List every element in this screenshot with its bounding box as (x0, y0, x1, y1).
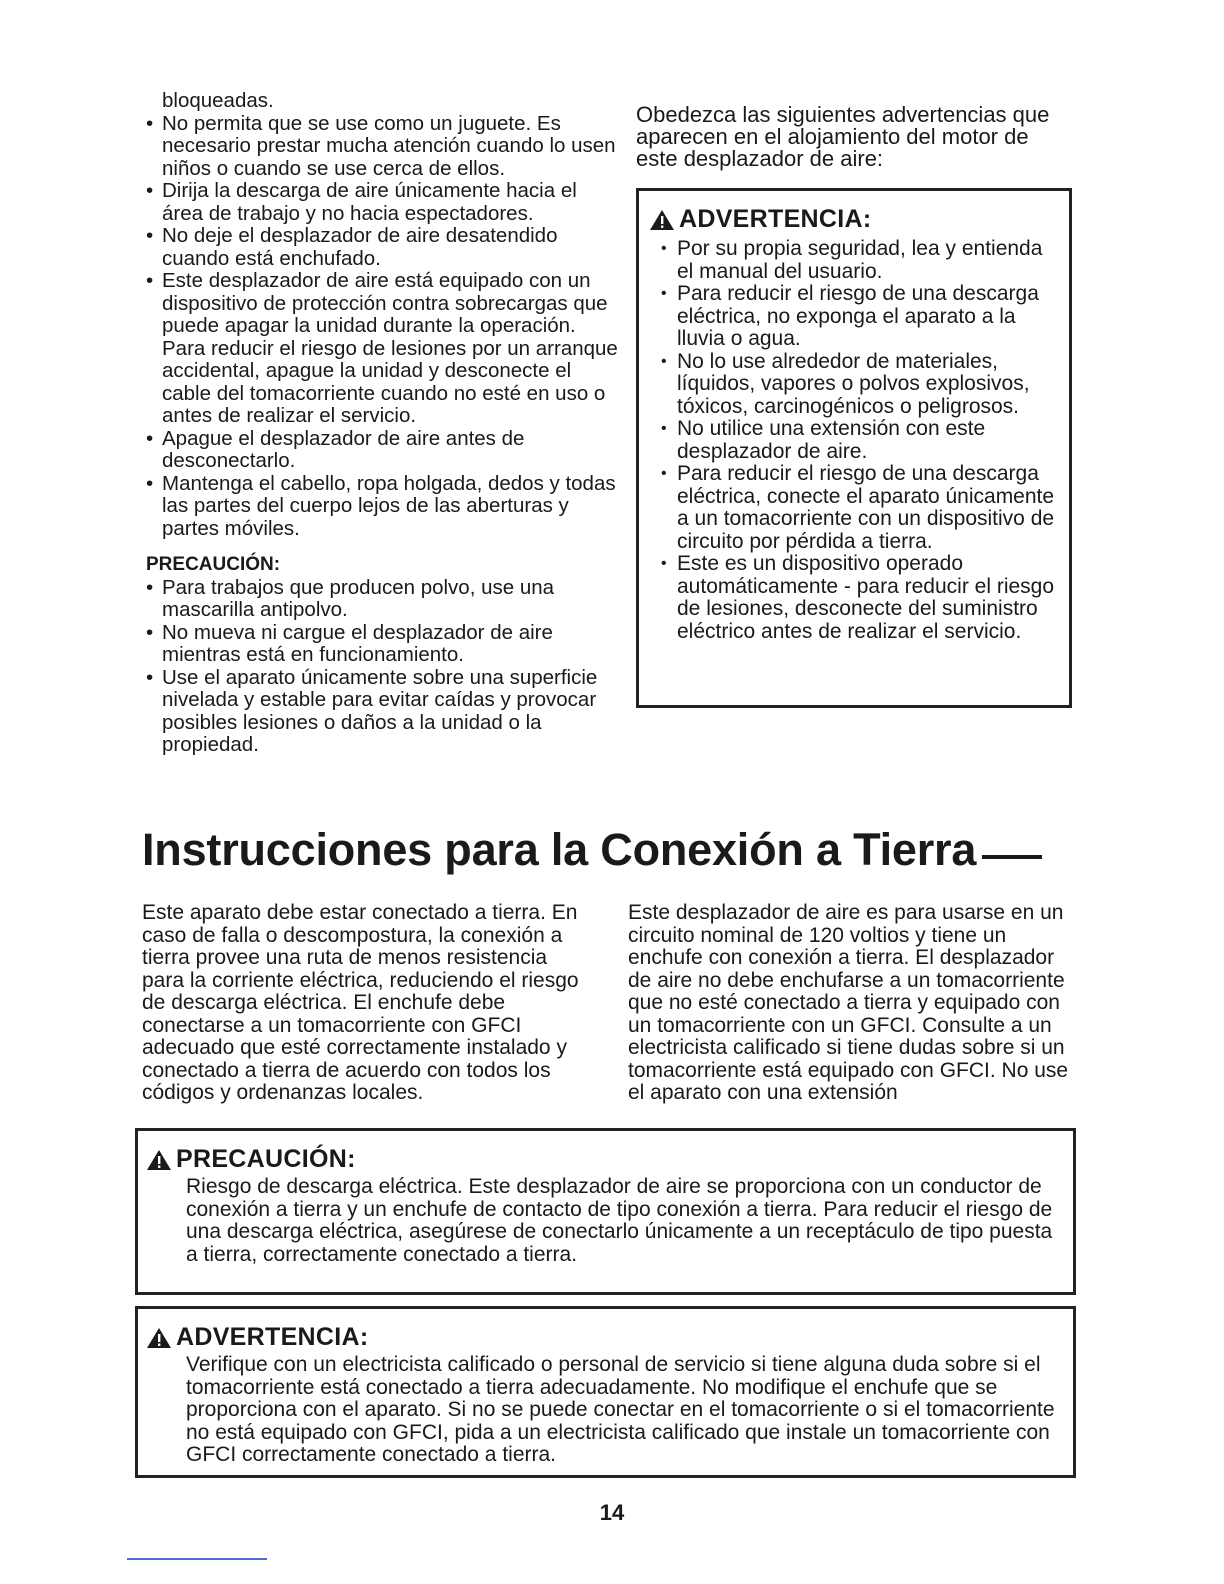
section-title: Instrucciones para la Conexión a Tierra (142, 824, 977, 875)
caution-box (135, 1128, 1076, 1295)
list-item: • No mueva ni cargue el desplazador de aire mientras está en funcionamiento. (142, 622, 620, 667)
warning-bullet-list (649, 238, 1057, 643)
precaution-heading: PRECAUCIÓN: (146, 554, 281, 575)
footer-line (127, 1558, 267, 1560)
grounding-warning-box (135, 1306, 1076, 1478)
bullet-fragment: bloqueadas. (162, 89, 274, 112)
warning-triangle-icon (146, 1327, 172, 1349)
safety-bullet-list (142, 113, 620, 541)
warnings-intro: Obedezca las siguientes advertencias que aparecen en el alojamiento del motor de este desplazador de aire: (636, 102, 1050, 171)
warning-text: Verifique con un electricista calificado o personal de servicio si tiene alguna duda sobre si el tomacorriente está conectado a tierra adecuadamente. No modifique el enchufe que se proporciona con el aparato. Si no se puede conectar en el tomacorriente o si el tomacorriente no está equipado con GFCI, pida a un electricista calificado que instale un tomacorriente con GFCI correctamente conectado a tierra. (186, 1353, 1055, 1466)
list-item: • Por su propia seguridad, lea y entienda el manual del usuario. (649, 238, 1057, 283)
caution-heading: PRECAUCIÓN: (176, 1145, 356, 1173)
warning-heading: ADVERTENCIA: (679, 205, 872, 233)
grounding-paragraph-right: Este desplazador de aire es para usarse en un circuito nominal de 120 voltios y tiene un enchufe con conexión a tierra. El desplazador de aire no debe enchufarse a un tomacorriente que no esté conectado a tierra y equipado con un tomacorriente con un GFCI. Consulte a un electricista calificado si tiene dudas sobre si un tomacorriente está equipado con GFCI. No use el aparato con una extensión (628, 901, 1069, 1104)
warning-heading: ADVERTENCIA: (176, 1323, 369, 1351)
motor-warning-box (636, 188, 1072, 708)
caution-text: Riesgo de descarga eléctrica. Este desplazador de aire se proporciona con un conductor de conexión a tierra y un enchufe de contacto de tipo conexión a tierra. Para reducir el riesgo de una descarga eléctrica, asegúrese de conectarlo únicamente a un receptáculo de tipo puesta a tierra, correctamente conectado a tierra. (186, 1175, 1053, 1266)
list-item: • No lo use alrededor de materiales, líquidos, vapores o polvos explosivos, tóxicos, carcinogénicos o peligrosos. (649, 351, 1057, 419)
precaution-bullet-list (142, 577, 620, 757)
section-title-row (142, 824, 1042, 876)
warning-heading-row (649, 205, 1057, 234)
grounding-paragraph-left: Este aparato debe estar conectado a tierra. En caso de falla o descompostura, la conexión a tierra provee una ruta de menos resistencia para la corriente eléctrica, reduciendo el riesgo de descarga eléctrica. El enchufe debe conectarse a un tomacorriente con GFCI adecuado que esté correctamente instalado y conectado a tierra de acuerdo con todos los códigos y ordenanzas locales. (142, 901, 579, 1104)
list-item: • Este desplazador de aire está equipado con un dispositivo de protección contra sobrecargas que puede apagar la unidad durante la operación. Para reducir el riesgo de lesiones por un arranque accidental, apague la unidad y desconecte el cable del tomacorriente cuando no esté en uso o antes de realizar el servicio. (142, 270, 620, 428)
list-item: • Para trabajos que producen polvo, use una mascarilla antipolvo. (142, 577, 620, 622)
warning-heading-row (146, 1323, 1063, 1352)
left-column (142, 90, 620, 757)
caution-heading-row (146, 1145, 1063, 1174)
list-item: • No deje el desplazador de aire desatendido cuando está enchufado. (142, 225, 620, 270)
list-item: • Este es un dispositivo operado automáticamente - para reducir el riesgo de lesiones, desconecte del suministro eléctrico antes de realizar el servicio. (649, 553, 1057, 643)
page-number: 14 (599, 1500, 625, 1525)
title-rule (982, 855, 1042, 859)
warning-triangle-icon (146, 1149, 172, 1171)
list-item: • Mantenga el cabello, ropa holgada, dedos y todas las partes del cuerpo lejos de las aberturas y partes móviles. (142, 473, 620, 541)
list-item: • Para reducir el riesgo de una descarga eléctrica, no exponga el aparato a la lluvia o agua. (649, 283, 1057, 351)
warning-triangle-icon (649, 209, 675, 231)
list-item: • No permita que se use como un juguete. Es necesario prestar mucha atención cuando lo usen niños o cuando se use cerca de ellos. (142, 113, 620, 181)
list-item: • Dirija la descarga de aire únicamente hacia el área de trabajo y no hacia espectadores. (142, 180, 620, 225)
list-item: • Para reducir el riesgo de una descarga eléctrica, conecte el aparato únicamente a un tomacorriente con un dispositivo de circuito por pérdida a tierra. (649, 463, 1057, 553)
list-item: • Apague el desplazador de aire antes de desconectarlo. (142, 428, 620, 473)
list-item: • Use el aparato únicamente sobre una superficie nivelada y estable para evitar caídas y provocar posibles lesiones o daños a la unidad o la propiedad. (142, 667, 620, 757)
list-item: • No utilice una extensión con este desplazador de aire. (649, 418, 1057, 463)
